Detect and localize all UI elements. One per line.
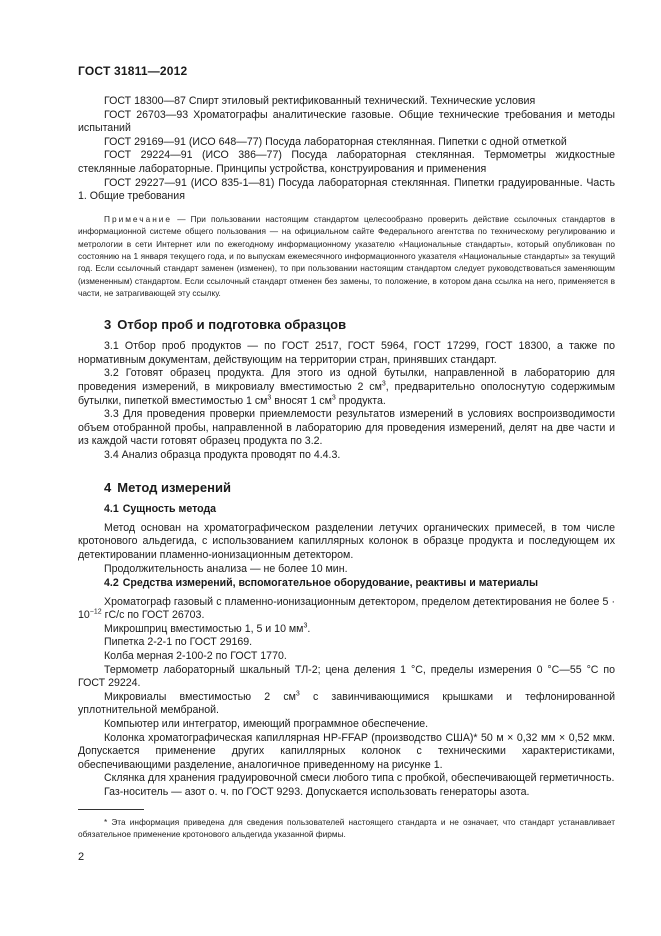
page-content [78, 95, 615, 800]
pipette-item: Пипетка 2-2-1 по ГОСТ 29169. [104, 636, 253, 649]
reference-gost-18300: ГОСТ 18300—87 Спирт этиловый ректификованный технический. Технические условия [104, 95, 536, 107]
clause-3-2: 3.2 Готовят образец продукта. Для этого из одной бутылки, направленной в лабораторию для проведения измерений, в микровиалу вместимостью 2 $см^3$, предварительно ополоснутую содержимым бутылки, пипеткой вместимостью 1 $см^3$ вносят 1 $см^3$ продукта. [78, 367, 615, 407]
analysis-duration-text: Продолжительность анализа — не более 10 мин. [104, 562, 348, 575]
section-4-heading: 4 Метод измерений [104, 479, 231, 495]
note-text: — При пользовании настоящим стандартом целесообразно проверить действие ссылочных стандартов в информационной системе общего пользования — на официальном сайте Федерального агентства по техническому регулированию и метрологии в сети Интернет или по ежегодному информационному указателю «Национальные стандарты», который опубликован по состоянию на 1 января текущего года, и по выпускам ежемесячного информационного указателя «Национальные стандарты» за текущий год. Если ссылочный стандарт заменен (изменен), то при пользовании настоящим стандартом следует руководствоваться заменяющим (измененным) стандартом. Если ссылочный стандарт отменен без замены, то положение, в котором дана ссылка на него, применяется в части, не затрагивающей эту ссылку. [78, 213, 615, 299]
note-label: Примечание [104, 213, 173, 224]
reference-gost-26703: ГОСТ 26703—93 Хроматографы аналитические газовые. Общие технические требования и методы испытаний [78, 108, 615, 135]
reference-gost-29169: ГОСТ 29169—91 (ИСО 648—77) Посуда лабораторная стеклянная. Пипетки с одной отметкой [104, 135, 567, 148]
computer-item: Компьютер или интегратор, имеющий программное обеспечение. [104, 718, 429, 731]
method-principle-text: Метод основан на хроматографическом разделении летучих органических примесей, в том числе кротонового альдегида, с использованием капиллярных колонок в образце продукта и последующем их детектировании пламенно-ионизационным детектором. [78, 521, 615, 561]
subsection-4-1-heading: 4.1 Сущность метода [104, 503, 217, 516]
note-paragraph [78, 213, 615, 300]
reference-gost-29227: ГОСТ 29227—91 (ИСО 835-1—81) Посуда лабораторная стеклянная. Пипетки градуированные. Часть 1. Общие требования [78, 176, 615, 203]
section-3-heading: 3 Отбор проб и подготовка образцов [104, 316, 347, 332]
carrier-gas-item: Газ-носитель — азот о. ч. по ГОСТ 9293. Допускается использовать генераторы азота. [104, 786, 530, 798]
thermometer-item: Термометр лабораторный шкальный ТЛ-2; цена деления 1 °С, пределы измерения 0 °С—55 °С по ГОСТ 29224. [78, 663, 615, 690]
footnote-area [78, 809, 615, 841]
clause-3-4: 3.4 Анализ образца продукта проводят по 4.4.3. [104, 448, 341, 461]
reference-gost-29224: ГОСТ 29224—91 (ИСО 386—77) Посуда лабораторная стеклянная. Термометры жидкостные стеклянные лабораторные. Принципы устройства, конструирования и применения [78, 149, 615, 175]
subsection-4-2-heading: 4.2 Средства измерений, вспомогательное оборудование, реактивы и материалы [104, 577, 539, 590]
microvials-item: Микровиалы вместимостью 2 $см^3$ с завинчивающимися крышками и тефлонированной уплотнительной мембраной. [78, 690, 616, 717]
footnote-text: * Эта информация приведена для сведения пользователей настоящего стандарта и не означает, что стандарт устанавливает обязательное применение кротонового альдегида указанной фирмы. [78, 817, 615, 840]
document-header: ГОСТ 31811—2012 [78, 64, 188, 78]
microsyringe-item: Микрошприц вместимостью 1, 5 и 10 $мм^3$. [104, 622, 311, 635]
flask-item: Колба мерная 2-100-2 по ГОСТ 1770. [104, 650, 287, 663]
page-number: 2 [78, 851, 85, 863]
footnote-divider [78, 809, 144, 810]
storage-vial-item: Склянка для хранения градуировочной смеси любого типа с пробкой, обеспечивающей герметичность. [104, 772, 615, 785]
chromatograph-item: Хроматограф газовый с пламенно-ионизационным детектором, пределом детектирования не более $5 \cdot 10^{-12}$ гС/с по ГОСТ 26703. [78, 595, 615, 622]
clause-3-1: 3.1 Отбор проб продуктов — по ГОСТ 2517, ГОСТ 5964, ГОСТ 17299, ГОСТ 18300, а также по нормативным документам, действующим на территории стран, принявших стандарт. [78, 340, 615, 366]
column-item: Колонка хроматографическая капиллярная HP-FFAP (производство США)* 50 м × 0,32 мм × 0,52 мкм. Допускается применение других капиллярных колонок с техническими характеристиками, обеспечивающими разделение, аналогичное приведенному на рисунке 1. [78, 731, 615, 771]
clause-3-3: 3.3 Для проведения проверки приемлемости результатов измерений в условиях воспроизводимости объем отобранной пробы, направленной в лабораторию для проведения измерений, делят на две части и из каждой части готовят образец продукта по 3.2. [78, 408, 615, 448]
